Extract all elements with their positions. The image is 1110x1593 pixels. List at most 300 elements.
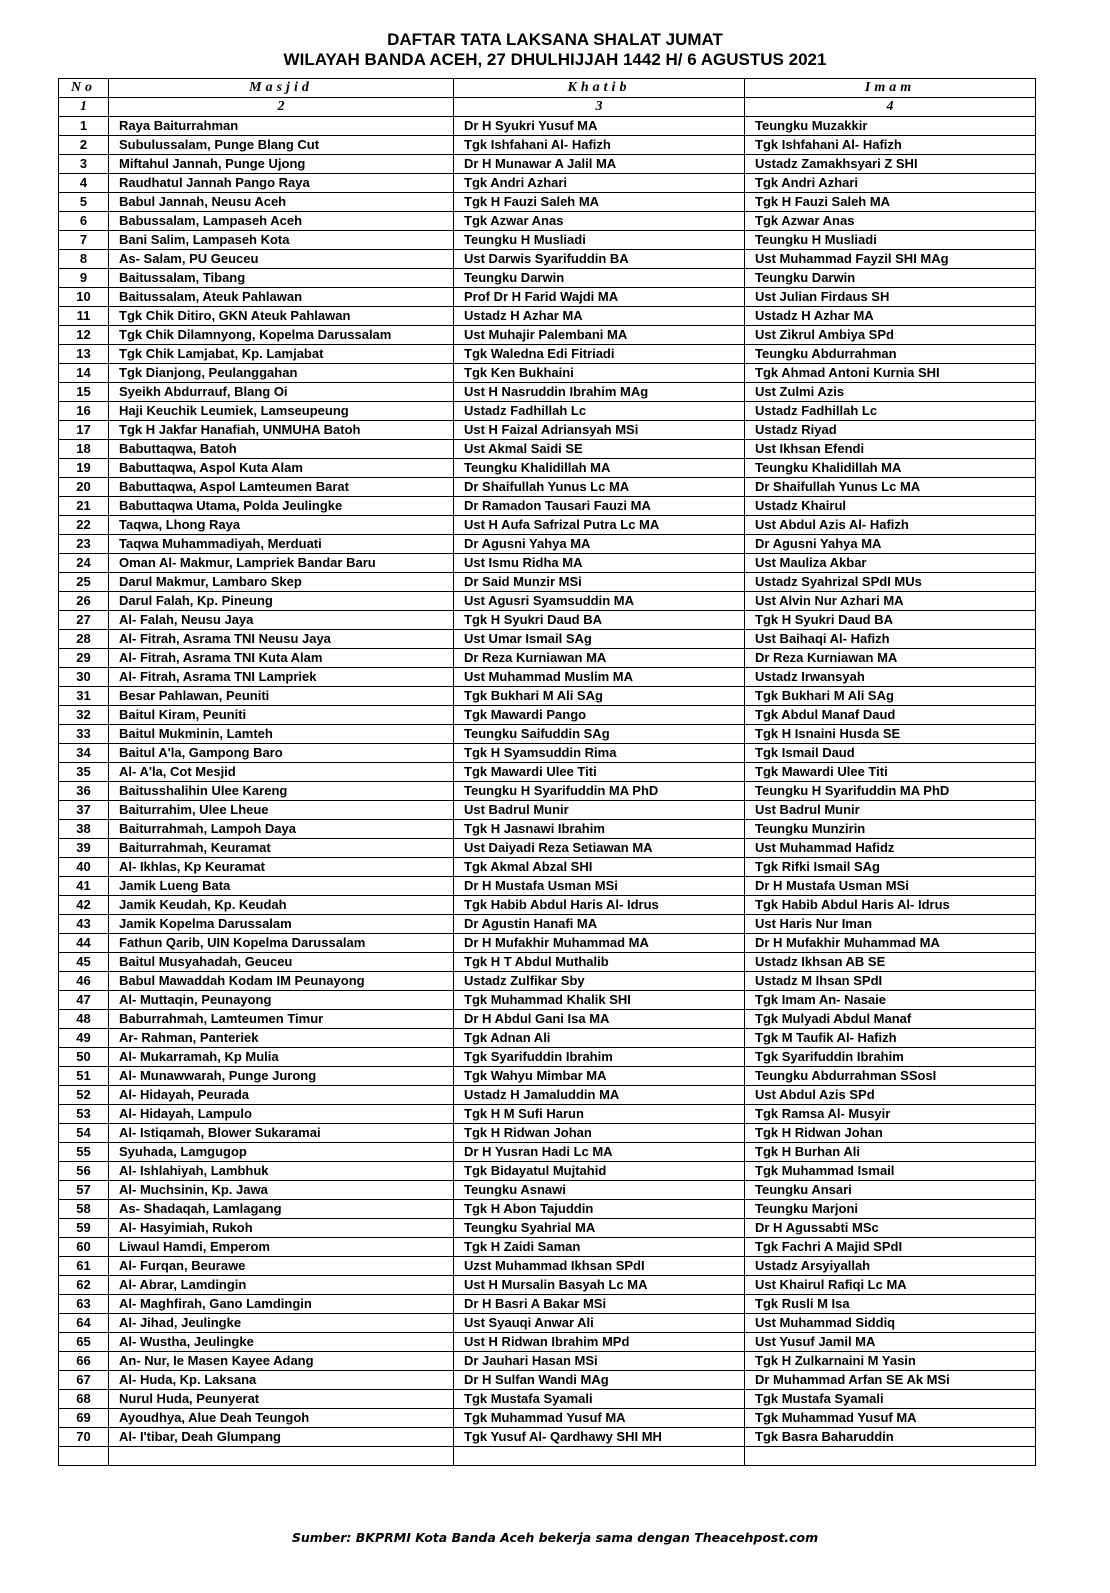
cell-no: 62 bbox=[59, 1276, 109, 1295]
column-header-no: No bbox=[59, 79, 109, 98]
cell-khatib: Dr H Munawar A Jalil MA bbox=[454, 155, 745, 174]
cell-khatib: Tgk Ken Bukhaini bbox=[454, 364, 745, 383]
cell-no: 68 bbox=[59, 1390, 109, 1409]
table-row bbox=[59, 1086, 1036, 1105]
cell-no: 34 bbox=[59, 744, 109, 763]
cell-imam: Teungku Marjoni bbox=[745, 1200, 1036, 1219]
column-number: 3 bbox=[454, 98, 745, 117]
cell-no: 19 bbox=[59, 459, 109, 478]
cell-no: 17 bbox=[59, 421, 109, 440]
cell-khatib: Ust H Ridwan Ibrahim MPd bbox=[454, 1333, 745, 1352]
cell-imam: Dr H Agussabti MSc bbox=[745, 1219, 1036, 1238]
cell-imam: Ust Julian Firdaus SH bbox=[745, 288, 1036, 307]
table-row bbox=[59, 345, 1036, 364]
cell-masjid: Al- Fitrah, Asrama TNI Lampriek bbox=[109, 668, 454, 687]
cell-masjid: Babuttaqwa, Aspol Lamteumen Barat bbox=[109, 478, 454, 497]
cell-no: 10 bbox=[59, 288, 109, 307]
cell-no: 11 bbox=[59, 307, 109, 326]
cell-khatib: Tgk Mawardi Pango bbox=[454, 706, 745, 725]
cell-no: 57 bbox=[59, 1181, 109, 1200]
cell-khatib: Dr H Basri A Bakar MSi bbox=[454, 1295, 745, 1314]
cell-khatib: Teungku Asnawi bbox=[454, 1181, 745, 1200]
cell-imam: Teungku H Musliadi bbox=[745, 231, 1036, 250]
cell-no: 3 bbox=[59, 155, 109, 174]
cell-masjid: Oman Al- Makmur, Lampriek Bandar Baru bbox=[109, 554, 454, 573]
cell-masjid: Al- Hidayah, Lampulo bbox=[109, 1105, 454, 1124]
cell-khatib: Tgk Mustafa Syamali bbox=[454, 1390, 745, 1409]
cell-imam: Ust Muhammad Siddiq bbox=[745, 1314, 1036, 1333]
cell-khatib: Teungku H Musliadi bbox=[454, 231, 745, 250]
header-row bbox=[59, 79, 1036, 98]
table-row bbox=[59, 1257, 1036, 1276]
table-row bbox=[59, 459, 1036, 478]
table-row bbox=[59, 212, 1036, 231]
cell-masjid: Al- Muttaqin, Peunayong bbox=[109, 991, 454, 1010]
cell-no: 2 bbox=[59, 136, 109, 155]
cell-no: 54 bbox=[59, 1124, 109, 1143]
cell-masjid: Baitussalam, Tibang bbox=[109, 269, 454, 288]
cell-imam: Ust Baihaqi Al- Hafizh bbox=[745, 630, 1036, 649]
table-row bbox=[59, 1295, 1036, 1314]
cell-no: 49 bbox=[59, 1029, 109, 1048]
cell-imam: Dr H Mustafa Usman MSi bbox=[745, 877, 1036, 896]
cell-masjid: Al- Hasyimiah, Rukoh bbox=[109, 1219, 454, 1238]
cell-khatib: Tgk Muhammad Khalik SHI bbox=[454, 991, 745, 1010]
cell-khatib: Ust Umar Ismail SAg bbox=[454, 630, 745, 649]
table-row bbox=[59, 478, 1036, 497]
cell-imam: Ust Alvin Nur Azhari MA bbox=[745, 592, 1036, 611]
cell-masjid: Al- Munawwarah, Punge Jurong bbox=[109, 1067, 454, 1086]
cell-masjid: Besar Pahlawan, Peuniti bbox=[109, 687, 454, 706]
cell-no: 24 bbox=[59, 554, 109, 573]
column-header-imam: Imam bbox=[745, 79, 1036, 98]
table-row bbox=[59, 326, 1036, 345]
cell-khatib: Tgk Bukhari M Ali SAg bbox=[454, 687, 745, 706]
table-row bbox=[59, 1200, 1036, 1219]
table-row bbox=[59, 1143, 1036, 1162]
cell-no: 31 bbox=[59, 687, 109, 706]
table-row bbox=[59, 193, 1036, 212]
table-row bbox=[59, 269, 1036, 288]
cell-masjid: Ar- Rahman, Panteriek bbox=[109, 1029, 454, 1048]
cell-khatib: Ust H Nasruddin Ibrahim MAg bbox=[454, 383, 745, 402]
cell-imam: Tgk Syarifuddin Ibrahim bbox=[745, 1048, 1036, 1067]
cell-no: 36 bbox=[59, 782, 109, 801]
column-header-khatib: Khatib bbox=[454, 79, 745, 98]
cell-masjid: Al- Mukarramah, Kp Mulia bbox=[109, 1048, 454, 1067]
cell-imam: Tgk Bukhari M Ali SAg bbox=[745, 687, 1036, 706]
cell-masjid: Al- Huda, Kp. Laksana bbox=[109, 1371, 454, 1390]
cell-no: 28 bbox=[59, 630, 109, 649]
cell-imam: Tgk Azwar Anas bbox=[745, 212, 1036, 231]
cell-imam: Tgk Ishfahani Al- Hafizh bbox=[745, 136, 1036, 155]
cell-khatib: Tgk H Fauzi Saleh MA bbox=[454, 193, 745, 212]
cell-no: 58 bbox=[59, 1200, 109, 1219]
column-number-row bbox=[59, 98, 1036, 117]
cell-imam: Dr Shaifullah Yunus Lc MA bbox=[745, 478, 1036, 497]
cell-khatib: Ustadz Zulfikar Sby bbox=[454, 972, 745, 991]
cell-khatib: Tgk Waledna Edi Fitriadi bbox=[454, 345, 745, 364]
cell-khatib: Tgk H Ridwan Johan bbox=[454, 1124, 745, 1143]
table-row bbox=[59, 1105, 1036, 1124]
cell-masjid: Taqwa, Lhong Raya bbox=[109, 516, 454, 535]
empty-cell bbox=[745, 1447, 1036, 1466]
cell-no: 41 bbox=[59, 877, 109, 896]
cell-masjid: An- Nur, Ie Masen Kayee Adang bbox=[109, 1352, 454, 1371]
cell-khatib: Tgk Muhammad Yusuf MA bbox=[454, 1409, 745, 1428]
cell-masjid: Al- Maghfirah, Gano Lamdingin bbox=[109, 1295, 454, 1314]
cell-masjid: Al- Jihad, Jeulingke bbox=[109, 1314, 454, 1333]
table-row bbox=[59, 1276, 1036, 1295]
document-subtitle: WILAYAH BANDA ACEH, 27 DHULHIJJAH 1442 H/ 6 AGUSTUS 2021 bbox=[283, 50, 827, 69]
cell-masjid: Baburrahmah, Lamteumen Timur bbox=[109, 1010, 454, 1029]
cell-no: 51 bbox=[59, 1067, 109, 1086]
cell-no: 47 bbox=[59, 991, 109, 1010]
cell-no: 20 bbox=[59, 478, 109, 497]
cell-masjid: Syeikh Abdurrauf, Blang Oi bbox=[109, 383, 454, 402]
cell-no: 59 bbox=[59, 1219, 109, 1238]
table-row-empty bbox=[59, 1447, 1036, 1466]
cell-khatib: Tgk Andri Azhari bbox=[454, 174, 745, 193]
cell-no: 37 bbox=[59, 801, 109, 820]
cell-imam: Tgk Habib Abdul Haris Al- Idrus bbox=[745, 896, 1036, 915]
cell-khatib: Tgk Azwar Anas bbox=[454, 212, 745, 231]
cell-no: 42 bbox=[59, 896, 109, 915]
cell-imam: Ust Abdul Azis SPd bbox=[745, 1086, 1036, 1105]
cell-imam: Ustadz Zamakhsyari Z SHI bbox=[745, 155, 1036, 174]
table-row bbox=[59, 288, 1036, 307]
cell-masjid: Al- I'tibar, Deah Glumpang bbox=[109, 1428, 454, 1447]
table-row bbox=[59, 174, 1036, 193]
cell-masjid: Raya Baiturrahman bbox=[109, 117, 454, 136]
table-row bbox=[59, 991, 1036, 1010]
cell-imam: Dr Muhammad Arfan SE Ak MSi bbox=[745, 1371, 1036, 1390]
table-row bbox=[59, 896, 1036, 915]
cell-khatib: Teungku H Syarifuddin MA PhD bbox=[454, 782, 745, 801]
cell-khatib: Ust Muhammad Muslim MA bbox=[454, 668, 745, 687]
cell-imam: Tgk H Zulkarnaini M Yasin bbox=[745, 1352, 1036, 1371]
cell-masjid: Darul Falah, Kp. Pineung bbox=[109, 592, 454, 611]
cell-masjid: Babul Jannah, Neusu Aceh bbox=[109, 193, 454, 212]
cell-no: 38 bbox=[59, 820, 109, 839]
cell-khatib: Ust Badrul Munir bbox=[454, 801, 745, 820]
cell-khatib: Tgk H Abon Tajuddin bbox=[454, 1200, 745, 1219]
cell-khatib: Ust H Faizal Adriansyah MSi bbox=[454, 421, 745, 440]
cell-masjid: Babussalam, Lampaseh Aceh bbox=[109, 212, 454, 231]
cell-masjid: Jamik Lueng Bata bbox=[109, 877, 454, 896]
cell-khatib: Tgk H Syamsuddin Rima bbox=[454, 744, 745, 763]
cell-khatib: Dr Reza Kurniawan MA bbox=[454, 649, 745, 668]
table-row bbox=[59, 1124, 1036, 1143]
cell-no: 56 bbox=[59, 1162, 109, 1181]
cell-imam: Ustadz Arsyiyallah bbox=[745, 1257, 1036, 1276]
cell-no: 15 bbox=[59, 383, 109, 402]
cell-masjid: Tgk Chik Ditiro, GKN Ateuk Pahlawan bbox=[109, 307, 454, 326]
cell-khatib: Ustadz Fadhillah Lc bbox=[454, 402, 745, 421]
cell-khatib: Teungku Khalidillah MA bbox=[454, 459, 745, 478]
cell-imam: Ustadz Irwansyah bbox=[745, 668, 1036, 687]
cell-khatib: Ust H Aufa Safrizal Putra Lc MA bbox=[454, 516, 745, 535]
table-row bbox=[59, 725, 1036, 744]
cell-imam: Ust Zikrul Ambiya SPd bbox=[745, 326, 1036, 345]
cell-no: 18 bbox=[59, 440, 109, 459]
cell-masjid: Baiturrahmah, Keuramat bbox=[109, 839, 454, 858]
cell-no: 13 bbox=[59, 345, 109, 364]
column-number: 2 bbox=[109, 98, 454, 117]
cell-masjid: Baitul Mukminin, Lamteh bbox=[109, 725, 454, 744]
cell-masjid: Tgk Chik Lamjabat, Kp. Lamjabat bbox=[109, 345, 454, 364]
cell-imam: Tgk Mawardi Ulee Titi bbox=[745, 763, 1036, 782]
cell-no: 55 bbox=[59, 1143, 109, 1162]
cell-khatib: Ust Agusri Syamsuddin MA bbox=[454, 592, 745, 611]
cell-imam: Dr Agusni Yahya MA bbox=[745, 535, 1036, 554]
cell-masjid: As- Salam, PU Geuceu bbox=[109, 250, 454, 269]
table-row bbox=[59, 668, 1036, 687]
cell-masjid: Babuttaqwa Utama, Polda Jeulingke bbox=[109, 497, 454, 516]
cell-khatib: Teungku Syahrial MA bbox=[454, 1219, 745, 1238]
table-row bbox=[59, 1314, 1036, 1333]
cell-khatib: Tgk Syarifuddin Ibrahim bbox=[454, 1048, 745, 1067]
cell-khatib: Ustadz H Azhar MA bbox=[454, 307, 745, 326]
cell-khatib: Tgk Akmal Abzal SHI bbox=[454, 858, 745, 877]
cell-imam: Tgk Mustafa Syamali bbox=[745, 1390, 1036, 1409]
cell-khatib: Teungku Darwin bbox=[454, 269, 745, 288]
table-row bbox=[59, 155, 1036, 174]
cell-khatib: Dr H Syukri Yusuf MA bbox=[454, 117, 745, 136]
cell-masjid: Tgk Dianjong, Peulanggahan bbox=[109, 364, 454, 383]
cell-imam: Dr Reza Kurniawan MA bbox=[745, 649, 1036, 668]
cell-masjid: Al- Fitrah, Asrama TNI Neusu Jaya bbox=[109, 630, 454, 649]
table-body bbox=[59, 117, 1036, 1466]
cell-no: 67 bbox=[59, 1371, 109, 1390]
cell-no: 29 bbox=[59, 649, 109, 668]
cell-khatib: Ustadz H Jamaluddin MA bbox=[454, 1086, 745, 1105]
cell-masjid: Al- Ishlahiyah, Lambhuk bbox=[109, 1162, 454, 1181]
table-row bbox=[59, 440, 1036, 459]
column-header-masjid: Masjid bbox=[109, 79, 454, 98]
cell-masjid: Tgk H Jakfar Hanafiah, UNMUHA Batoh bbox=[109, 421, 454, 440]
cell-masjid: Haji Keuchik Leumiek, Lamseupeung bbox=[109, 402, 454, 421]
cell-imam: Ustadz Syahrizal SPdI MUs bbox=[745, 573, 1036, 592]
cell-khatib: Dr H Mustafa Usman MSi bbox=[454, 877, 745, 896]
table-row bbox=[59, 1238, 1036, 1257]
cell-masjid: Al- Hidayah, Peurada bbox=[109, 1086, 454, 1105]
table-row bbox=[59, 1181, 1036, 1200]
cell-imam: Tgk H Ridwan Johan bbox=[745, 1124, 1036, 1143]
cell-masjid: Al- Muchsinin, Kp. Jawa bbox=[109, 1181, 454, 1200]
cell-khatib: Tgk Wahyu Mimbar MA bbox=[454, 1067, 745, 1086]
cell-no: 21 bbox=[59, 497, 109, 516]
cell-masjid: Al- Istiqamah, Blower Sukaramai bbox=[109, 1124, 454, 1143]
cell-no: 14 bbox=[59, 364, 109, 383]
cell-masjid: Raudhatul Jannah Pango Raya bbox=[109, 174, 454, 193]
cell-imam: Ust Ikhsan Efendi bbox=[745, 440, 1036, 459]
cell-khatib: Tgk Habib Abdul Haris Al- Idrus bbox=[454, 896, 745, 915]
cell-no: 26 bbox=[59, 592, 109, 611]
cell-masjid: Liwaul Hamdi, Emperom bbox=[109, 1238, 454, 1257]
cell-khatib: Dr H Yusran Hadi Lc MA bbox=[454, 1143, 745, 1162]
cell-imam: Teungku Khalidillah MA bbox=[745, 459, 1036, 478]
table-row bbox=[59, 915, 1036, 934]
cell-no: 60 bbox=[59, 1238, 109, 1257]
cell-imam: Teungku Darwin bbox=[745, 269, 1036, 288]
table-row bbox=[59, 1067, 1036, 1086]
cell-masjid: Jamik Kopelma Darussalam bbox=[109, 915, 454, 934]
cell-masjid: Baiturrahim, Ulee Lheue bbox=[109, 801, 454, 820]
cell-masjid: Baitul A'la, Gampong Baro bbox=[109, 744, 454, 763]
cell-imam: Tgk Mulyadi Abdul Manaf bbox=[745, 1010, 1036, 1029]
cell-no: 25 bbox=[59, 573, 109, 592]
cell-imam: Teungku Ansari bbox=[745, 1181, 1036, 1200]
table-row bbox=[59, 136, 1036, 155]
cell-khatib: Dr Ramadon Tausari Fauzi MA bbox=[454, 497, 745, 516]
cell-no: 40 bbox=[59, 858, 109, 877]
cell-imam: Ustadz Ikhsan AB SE bbox=[745, 953, 1036, 972]
cell-masjid: Baitul Musyahadah, Geuceu bbox=[109, 953, 454, 972]
cell-imam: Ustadz Khairul bbox=[745, 497, 1036, 516]
cell-imam: Ust Yusuf Jamil MA bbox=[745, 1333, 1036, 1352]
cell-imam: Teungku Abdurrahman bbox=[745, 345, 1036, 364]
cell-masjid: Al- A'la, Cot Mesjid bbox=[109, 763, 454, 782]
cell-khatib: Ust H Mursalin Basyah Lc MA bbox=[454, 1276, 745, 1295]
cell-khatib: Uzst Muhammad Ikhsan SPdI bbox=[454, 1257, 745, 1276]
cell-imam: Teungku Munzirin bbox=[745, 820, 1036, 839]
cell-masjid: Al- Furqan, Beurawe bbox=[109, 1257, 454, 1276]
table-row bbox=[59, 592, 1036, 611]
cell-imam: Tgk Basra Baharuddin bbox=[745, 1428, 1036, 1447]
cell-imam: Tgk H Fauzi Saleh MA bbox=[745, 193, 1036, 212]
cell-imam: Teungku H Syarifuddin MA PhD bbox=[745, 782, 1036, 801]
cell-masjid: Babuttaqwa, Batoh bbox=[109, 440, 454, 459]
table-row bbox=[59, 1029, 1036, 1048]
cell-masjid: Baitul Kiram, Peuniti bbox=[109, 706, 454, 725]
cell-imam: Tgk Ismail Daud bbox=[745, 744, 1036, 763]
cell-no: 44 bbox=[59, 934, 109, 953]
cell-no: 33 bbox=[59, 725, 109, 744]
table-row bbox=[59, 231, 1036, 250]
cell-no: 64 bbox=[59, 1314, 109, 1333]
cell-khatib: Tgk Bidayatul Mujtahid bbox=[454, 1162, 745, 1181]
cell-no: 12 bbox=[59, 326, 109, 345]
cell-imam: Ust Badrul Munir bbox=[745, 801, 1036, 820]
cell-khatib: Dr Said Munzir MSi bbox=[454, 573, 745, 592]
cell-masjid: Al- Ikhlas, Kp Keuramat bbox=[109, 858, 454, 877]
cell-imam: Tgk Muhammad Ismail bbox=[745, 1162, 1036, 1181]
table-row bbox=[59, 744, 1036, 763]
cell-no: 65 bbox=[59, 1333, 109, 1352]
cell-imam: Tgk Ramsa Al- Musyir bbox=[745, 1105, 1036, 1124]
cell-masjid: Tgk Chik Dilamnyong, Kopelma Darussalam bbox=[109, 326, 454, 345]
table-row bbox=[59, 1428, 1036, 1447]
table-row bbox=[59, 402, 1036, 421]
cell-khatib: Ust Daiyadi Reza Setiawan MA bbox=[454, 839, 745, 858]
cell-no: 16 bbox=[59, 402, 109, 421]
table-row bbox=[59, 516, 1036, 535]
table-row bbox=[59, 1048, 1036, 1067]
table-row bbox=[59, 782, 1036, 801]
cell-khatib: Ust Ismu Ridha MA bbox=[454, 554, 745, 573]
cell-masjid: Al- Falah, Neusu Jaya bbox=[109, 611, 454, 630]
cell-imam: Tgk H Isnaini Husda SE bbox=[745, 725, 1036, 744]
cell-no: 66 bbox=[59, 1352, 109, 1371]
empty-cell bbox=[454, 1447, 745, 1466]
cell-imam: Ust Muhammad Hafidz bbox=[745, 839, 1036, 858]
table-row bbox=[59, 117, 1036, 136]
cell-masjid: Darul Makmur, Lambaro Skep bbox=[109, 573, 454, 592]
cell-masjid: Baitusshalihin Ulee Kareng bbox=[109, 782, 454, 801]
table-row bbox=[59, 953, 1036, 972]
cell-khatib: Ust Muhajir Palembani MA bbox=[454, 326, 745, 345]
cell-imam: Tgk Rusli M Isa bbox=[745, 1295, 1036, 1314]
cell-no: 50 bbox=[59, 1048, 109, 1067]
cell-khatib: Tgk H Jasnawi Ibrahim bbox=[454, 820, 745, 839]
table-row bbox=[59, 1010, 1036, 1029]
cell-khatib: Dr Agusni Yahya MA bbox=[454, 535, 745, 554]
cell-no: 5 bbox=[59, 193, 109, 212]
table-row bbox=[59, 535, 1036, 554]
cell-imam: Tgk Ahmad Antoni Kurnia SHI bbox=[745, 364, 1036, 383]
cell-no: 39 bbox=[59, 839, 109, 858]
cell-no: 23 bbox=[59, 535, 109, 554]
cell-masjid: Babul Mawaddah Kodam IM Peunayong bbox=[109, 972, 454, 991]
cell-imam: Dr H Mufakhir Muhammad MA bbox=[745, 934, 1036, 953]
cell-khatib: Tgk Yusuf Al- Qardhawy SHI MH bbox=[454, 1428, 745, 1447]
cell-khatib: Dr H Sulfan Wandi MAg bbox=[454, 1371, 745, 1390]
cell-masjid: Taqwa Muhammadiyah, Merduati bbox=[109, 535, 454, 554]
cell-no: 1 bbox=[59, 117, 109, 136]
cell-no: 53 bbox=[59, 1105, 109, 1124]
cell-no: 63 bbox=[59, 1295, 109, 1314]
cell-imam: Ust Mauliza Akbar bbox=[745, 554, 1036, 573]
cell-imam: Ust Khairul Rafiqi Lc MA bbox=[745, 1276, 1036, 1295]
cell-masjid: Subulussalam, Punge Blang Cut bbox=[109, 136, 454, 155]
source-note: Sumber: BKPRMI Kota Banda Aceh bekerja sama dengan Theacehpost.com bbox=[291, 1530, 819, 1545]
cell-no: 8 bbox=[59, 250, 109, 269]
table-row bbox=[59, 1390, 1036, 1409]
table-row bbox=[59, 1352, 1036, 1371]
cell-khatib: Ust Syauqi Anwar Ali bbox=[454, 1314, 745, 1333]
cell-no: 9 bbox=[59, 269, 109, 288]
cell-imam: Tgk H Syukri Daud BA bbox=[745, 611, 1036, 630]
table-row bbox=[59, 839, 1036, 858]
cell-no: 70 bbox=[59, 1428, 109, 1447]
table-row bbox=[59, 497, 1036, 516]
cell-khatib: Tgk Ishfahani Al- Hafizh bbox=[454, 136, 745, 155]
cell-imam: Ust Haris Nur Iman bbox=[745, 915, 1036, 934]
table-row bbox=[59, 611, 1036, 630]
cell-masjid: Al- Wustha, Jeulingke bbox=[109, 1333, 454, 1352]
cell-imam: Ust Zulmi Azis bbox=[745, 383, 1036, 402]
column-number: 4 bbox=[745, 98, 1036, 117]
cell-imam: Ust Abdul Azis Al- Hafizh bbox=[745, 516, 1036, 535]
cell-imam: Tgk Muhammad Yusuf MA bbox=[745, 1409, 1036, 1428]
cell-no: 61 bbox=[59, 1257, 109, 1276]
table-row bbox=[59, 364, 1036, 383]
table-row bbox=[59, 630, 1036, 649]
table-row bbox=[59, 972, 1036, 991]
cell-masjid: Ayoudhya, Alue Deah Teungoh bbox=[109, 1409, 454, 1428]
table-row bbox=[59, 820, 1036, 839]
cell-masjid: Fathun Qarib, UIN Kopelma Darussalam bbox=[109, 934, 454, 953]
cell-khatib: Dr Agustin Hanafi MA bbox=[454, 915, 745, 934]
cell-khatib: Tgk H T Abdul Muthalib bbox=[454, 953, 745, 972]
table-row bbox=[59, 763, 1036, 782]
cell-masjid: Babuttaqwa, Aspol Kuta Alam bbox=[109, 459, 454, 478]
cell-masjid: Jamik Keudah, Kp. Keudah bbox=[109, 896, 454, 915]
cell-no: 43 bbox=[59, 915, 109, 934]
table-row bbox=[59, 1219, 1036, 1238]
cell-no: 48 bbox=[59, 1010, 109, 1029]
